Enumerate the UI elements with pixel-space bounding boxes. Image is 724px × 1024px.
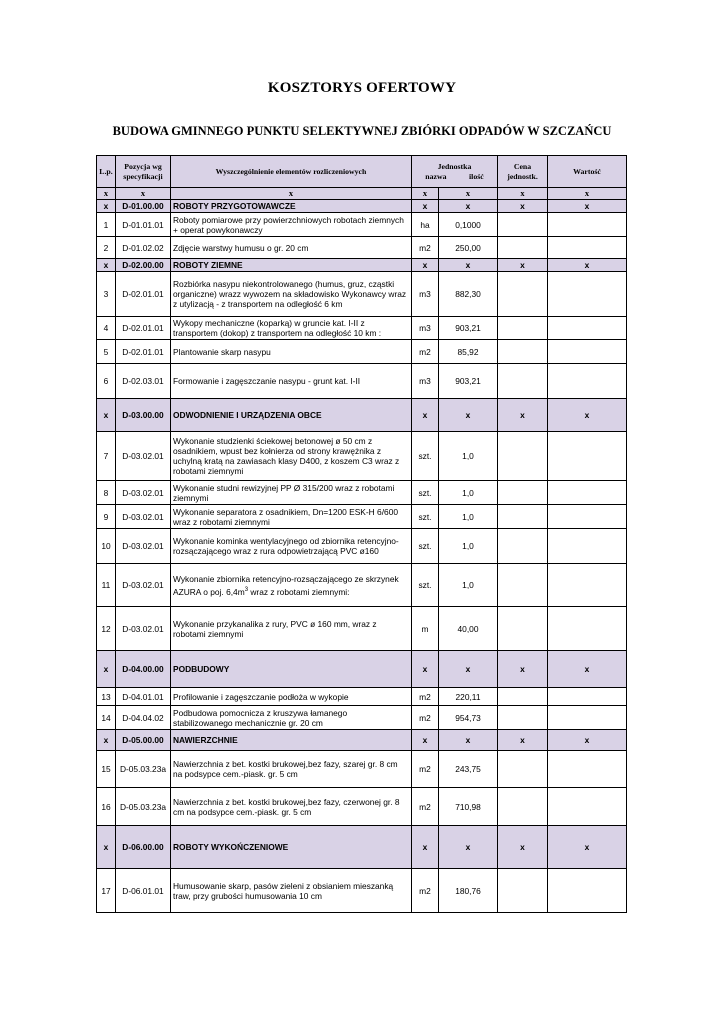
item-lp: 17	[97, 869, 116, 913]
section-lp: x	[97, 200, 116, 213]
item-price[interactable]	[498, 751, 548, 788]
item-desc-line2: AZURA o poj. $6,4m^3$ wraz z robotami ziemnymi:	[173, 586, 350, 597]
table-row	[97, 505, 627, 529]
item-code: D-03.02.01	[116, 529, 171, 564]
item-unit: szt.	[412, 505, 439, 529]
item-value[interactable]	[548, 706, 627, 730]
header-nazwa: nazwa	[425, 171, 447, 181]
item-desc: Wykonanie studzienki ściekowej betonowej ø 50 cm z osadnikiem, wpust bez kołnierza od strony krawężnika z uchylną kratą na zawiasach klasy D400, z koszem C3 wraz z robotami ziemnymi	[171, 432, 412, 481]
item-price[interactable]	[498, 237, 548, 259]
item-desc: Wykonanie kominka wentylacyjnego od zbiornika retencyjno-rozsączającego wraz z rura odpowietrzającą PVC ø160	[171, 529, 412, 564]
item-lp: 8	[97, 481, 116, 505]
item-lp: 2	[97, 237, 116, 259]
item-unit: m3	[412, 364, 439, 399]
item-price[interactable]	[498, 481, 548, 505]
item-price[interactable]	[498, 213, 548, 237]
item-unit: m3	[412, 272, 439, 317]
item-desc: Nawierzchnia z bet. kostki brukowej,bez fazy, szarej gr. 8 cm na podsypce cem.-piask. gr. 5 cm	[171, 751, 412, 788]
item-qty: 882,30	[439, 272, 498, 317]
table-row	[97, 317, 627, 340]
item-value[interactable]	[548, 505, 627, 529]
section-row	[97, 826, 627, 869]
item-value[interactable]	[548, 869, 627, 913]
section-row	[97, 399, 627, 432]
item-code: D-05.03.23a	[116, 788, 171, 826]
section-x: x	[548, 200, 627, 213]
section-x: x	[412, 200, 439, 213]
item-value[interactable]	[548, 317, 627, 340]
item-qty: 1,0	[439, 564, 498, 607]
section-x: x	[498, 259, 548, 272]
header-cena: Cena jednostk.	[498, 156, 548, 188]
section-code: D-04.00.00	[116, 651, 171, 688]
item-qty: 954,73	[439, 706, 498, 730]
table-row	[97, 432, 627, 481]
section-x: x	[412, 651, 439, 688]
item-value[interactable]	[548, 340, 627, 364]
item-desc: Rozbiórka nasypu niekontrolowanego (humus, gruz, cząstki organiczne) wrazz wywozem na składowisko Wykonawcy wraz z utylizacją - z transportem na odległość 6 km	[171, 272, 412, 317]
item-value[interactable]	[548, 607, 627, 651]
item-qty: 40,00	[439, 607, 498, 651]
item-price[interactable]	[498, 706, 548, 730]
item-price[interactable]	[498, 607, 548, 651]
section-x: x	[439, 259, 498, 272]
item-code: D-02.03.01	[116, 364, 171, 399]
item-code: D-02.01.01	[116, 272, 171, 317]
item-value[interactable]	[548, 272, 627, 317]
item-price[interactable]	[498, 317, 548, 340]
item-unit: m2	[412, 751, 439, 788]
table-row	[97, 237, 627, 259]
item-qty: 903,21	[439, 364, 498, 399]
item-code: D-06.01.01	[116, 869, 171, 913]
section-x: x	[412, 259, 439, 272]
cost-estimate-table	[96, 155, 627, 913]
item-lp: 16	[97, 788, 116, 826]
section-x: x	[439, 200, 498, 213]
item-qty: 250,00	[439, 237, 498, 259]
table-row	[97, 564, 627, 607]
item-lp: 3	[97, 272, 116, 317]
item-price[interactable]	[498, 340, 548, 364]
item-unit: m2	[412, 788, 439, 826]
item-price[interactable]	[498, 688, 548, 706]
item-desc	[171, 564, 412, 607]
item-lp: 9	[97, 505, 116, 529]
section-x: x	[498, 730, 548, 751]
item-lp: 7	[97, 432, 116, 481]
item-lp: 10	[97, 529, 116, 564]
item-unit: m2	[412, 688, 439, 706]
item-unit: m2	[412, 340, 439, 364]
item-lp: 4	[97, 317, 116, 340]
item-unit: m2	[412, 237, 439, 259]
table-row	[97, 529, 627, 564]
item-value[interactable]	[548, 529, 627, 564]
item-value[interactable]	[548, 751, 627, 788]
section-name: NAWIERZCHNIE	[171, 730, 412, 751]
section-x: x	[498, 200, 548, 213]
item-unit: szt.	[412, 529, 439, 564]
section-name: ROBOTY ZIEMNE	[171, 259, 412, 272]
section-x: x	[439, 399, 498, 432]
item-desc-line1: Wykonanie zbiornika retencyjno-rozsączającego ze skrzynek	[173, 573, 399, 584]
item-code: D-04.04.02	[116, 706, 171, 730]
item-desc: Podbudowa pomocnicza z kruszywa łamanego stabilizowanego mechanicznie gr. 20 cm	[171, 706, 412, 730]
section-name: PODBUDOWY	[171, 651, 412, 688]
item-code: D-01.01.01	[116, 213, 171, 237]
header-opis: Wyszczególnienie elementów rozliczeniowych	[171, 156, 412, 188]
item-qty: 1,0	[439, 529, 498, 564]
header-lp: L.p.	[97, 156, 116, 188]
item-desc: Wykonanie przykanalika z rury, PVC ø 160 mm, wraz z robotami ziemnymi	[171, 607, 412, 651]
table-row	[97, 869, 627, 913]
item-value[interactable]	[548, 688, 627, 706]
header-row	[97, 156, 627, 188]
x-row	[97, 188, 627, 200]
item-desc: Zdjęcie warstwy humusu o gr. 20 cm	[171, 237, 412, 259]
section-x: x	[439, 730, 498, 751]
item-price[interactable]	[498, 788, 548, 826]
section-lp: x	[97, 730, 116, 751]
section-name: ROBOTY WYKOŃCZENIOWE	[171, 826, 412, 869]
table-row	[97, 688, 627, 706]
item-code: D-01.02.02	[116, 237, 171, 259]
item-price[interactable]	[498, 432, 548, 481]
section-x: x	[548, 651, 627, 688]
section-x: x	[548, 259, 627, 272]
table-row	[97, 706, 627, 730]
item-unit: ha	[412, 213, 439, 237]
x-cell: x	[116, 188, 171, 200]
x-cell: x	[171, 188, 412, 200]
item-code: D-03.02.01	[116, 607, 171, 651]
item-code: D-03.02.01	[116, 432, 171, 481]
section-x: x	[412, 730, 439, 751]
item-unit: m2	[412, 869, 439, 913]
x-cell: x	[412, 188, 439, 200]
item-code: D-03.02.01	[116, 505, 171, 529]
item-price[interactable]	[498, 529, 548, 564]
document-title: KOSZTORYS OFERTOWY	[267, 80, 457, 96]
section-x: x	[439, 826, 498, 869]
header-ilosc: ilość	[469, 171, 484, 181]
item-code: D-03.02.01	[116, 564, 171, 607]
item-code: D-02.01.01	[116, 340, 171, 364]
item-value[interactable]	[548, 788, 627, 826]
section-x: x	[548, 730, 627, 751]
item-lp: 13	[97, 688, 116, 706]
item-lp: 5	[97, 340, 116, 364]
item-value[interactable]	[548, 213, 627, 237]
section-x: x	[412, 826, 439, 869]
item-price[interactable]	[498, 564, 548, 607]
item-unit: m3	[412, 317, 439, 340]
document-subtitle: BUDOWA GMINNEGO PUNKTU SELEKTYWNEJ ZBIÓRKI ODPADÓW W SZCZAŃCU	[112, 124, 612, 138]
item-unit: m	[412, 607, 439, 651]
item-lp: 14	[97, 706, 116, 730]
section-code: D-01.00.00	[116, 200, 171, 213]
table-row	[97, 751, 627, 788]
table-row	[97, 788, 627, 826]
table-row	[97, 340, 627, 364]
item-price[interactable]	[498, 272, 548, 317]
item-price[interactable]	[498, 364, 548, 399]
section-code: D-03.00.00	[116, 399, 171, 432]
item-lp: 15	[97, 751, 116, 788]
item-price[interactable]	[498, 869, 548, 913]
item-value[interactable]	[548, 237, 627, 259]
item-unit: m2	[412, 706, 439, 730]
section-lp: x	[97, 259, 116, 272]
section-x: x	[548, 399, 627, 432]
x-cell: x	[439, 188, 498, 200]
item-desc: Roboty pomiarowe przy powierzchniowych robotach ziemnych + operat powykonawczy	[171, 213, 412, 237]
item-desc: Wykonanie studni rewizyjnej PP Ø 315/200 wraz z robotami ziemnymi	[171, 481, 412, 505]
x-cell: x	[498, 188, 548, 200]
item-desc: Humusowanie skarp, pasów zieleni z obsianiem mieszanką traw, przy grubości humusowania 10 cm	[171, 869, 412, 913]
item-qty: 180,76	[439, 869, 498, 913]
section-x: x	[548, 826, 627, 869]
section-row	[97, 200, 627, 213]
item-lp: 12	[97, 607, 116, 651]
item-code: D-05.03.23a	[116, 751, 171, 788]
item-code: D-02.01.01	[116, 317, 171, 340]
section-code: D-06.00.00	[116, 826, 171, 869]
item-qty: 1,0	[439, 481, 498, 505]
section-name: ODWODNIENIE I URZĄDZENIA OBCE	[171, 399, 412, 432]
item-unit: szt.	[412, 432, 439, 481]
item-qty: 85,92	[439, 340, 498, 364]
item-qty: 710,98	[439, 788, 498, 826]
x-cell: x	[97, 188, 116, 200]
section-name: ROBOTY PRZYGOTOWAWCZE	[171, 200, 412, 213]
item-value[interactable]	[548, 364, 627, 399]
section-code: D-05.00.00	[116, 730, 171, 751]
section-x: x	[498, 826, 548, 869]
header-pozycja: Pozycja wg specyfikacji	[116, 156, 171, 188]
header-jednostka-label: Jednostka	[437, 162, 472, 171]
section-code: D-02.00.00	[116, 259, 171, 272]
item-unit: szt.	[412, 564, 439, 607]
item-lp: 11	[97, 564, 116, 607]
section-x: x	[439, 651, 498, 688]
item-code: D-04.01.01	[116, 688, 171, 706]
item-value[interactable]	[548, 564, 627, 607]
header-wartosc: Wartość	[548, 156, 627, 188]
item-desc: Plantowanie skarp nasypu	[171, 340, 412, 364]
table-row	[97, 272, 627, 317]
section-lp: x	[97, 826, 116, 869]
section-lp: x	[97, 651, 116, 688]
item-value[interactable]	[548, 432, 627, 481]
header-jednostka	[412, 156, 498, 188]
item-lp: 6	[97, 364, 116, 399]
section-x: x	[412, 399, 439, 432]
section-x: x	[498, 651, 548, 688]
item-price[interactable]	[498, 505, 548, 529]
item-lp: 1	[97, 213, 116, 237]
item-desc: Profilowanie i zagęszczanie podłoża w wykopie	[171, 688, 412, 706]
table-row	[97, 213, 627, 237]
section-row	[97, 651, 627, 688]
section-row	[97, 259, 627, 272]
item-code: D-03.02.01	[116, 481, 171, 505]
item-desc: Wykopy mechaniczne (koparką) w gruncie kat. I-II z transportem (dokop) z transportem na odległość 10 km :	[171, 317, 412, 340]
item-qty: 903,21	[439, 317, 498, 340]
table-row	[97, 481, 627, 505]
section-row	[97, 730, 627, 751]
item-value[interactable]	[548, 481, 627, 505]
section-lp: x	[97, 399, 116, 432]
item-desc: Wykonanie separatora z osadnikiem, Dn=1200 ESK-H 6/600 wraz z robotami ziemnymi	[171, 505, 412, 529]
table-row	[97, 364, 627, 399]
item-unit: szt.	[412, 481, 439, 505]
table-row	[97, 607, 627, 651]
item-qty: 243,75	[439, 751, 498, 788]
item-qty: 0,1000	[439, 213, 498, 237]
section-x: x	[498, 399, 548, 432]
x-cell: x	[548, 188, 627, 200]
item-desc: Nawierzchnia z bet. kostki brukowej,bez fazy, czerwonej gr. 8 cm na podsypce cem.-piask. gr. 5 cm	[171, 788, 412, 826]
item-qty: 1,0	[439, 505, 498, 529]
item-desc: Formowanie i zagęszczanie nasypu - grunt kat. I-II	[171, 364, 412, 399]
item-qty: 220,11	[439, 688, 498, 706]
item-qty: 1,0	[439, 432, 498, 481]
